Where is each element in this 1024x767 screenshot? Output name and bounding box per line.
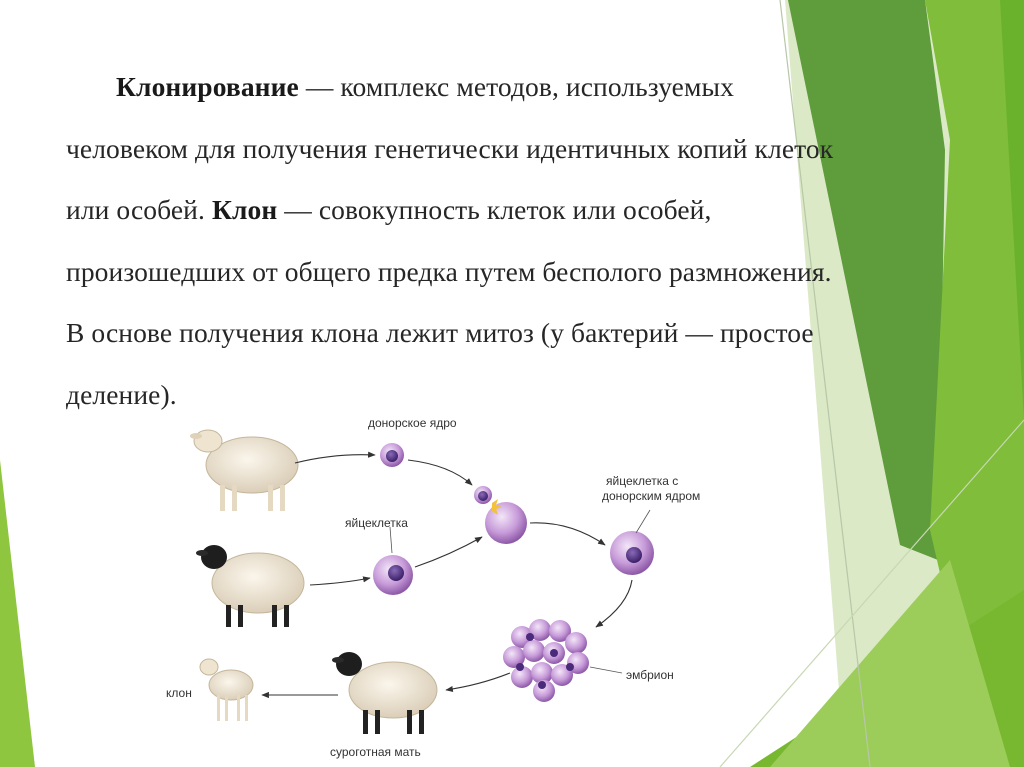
deco-corner-left	[0, 460, 35, 767]
label-clone: клон	[166, 686, 192, 700]
embryo-cluster	[503, 619, 589, 702]
clone-lamb	[200, 659, 253, 721]
arrow-sheep-to-egg	[310, 578, 370, 585]
pointer-embryo	[590, 667, 622, 673]
definition-cloning: — комплекс методов, используемых человеком для получения генетически идентичных копий клеток или особей.	[66, 71, 834, 225]
white-sheep-donor	[190, 430, 298, 511]
term-cloning: Клонирование	[116, 71, 299, 102]
label-surrogate-mother: суроготная мать	[330, 745, 421, 759]
label-egg-with-nucleus-2: донорским ядром	[602, 489, 701, 503]
egg-with-donor-nucleus-cell	[610, 531, 654, 575]
arrow-embryo-to-surrogate	[446, 673, 510, 690]
black-faced-sheep-egg-donor	[196, 545, 304, 627]
arrow-egg-nucleus-to-embryo	[596, 580, 632, 627]
arrow-egg-to-fusion	[415, 537, 482, 567]
arrow-fusion-to-egg-nucleus	[530, 523, 605, 545]
arrow-sheep-to-nucleus	[295, 455, 375, 463]
label-donor-nucleus: донорское ядро	[368, 416, 457, 430]
definition-clone: — совокупность клеток или особей, произошедших от общего предка путем бесполого размножения. В основе получения клона лежит митоз (у бактерий — простое деление).	[66, 194, 832, 410]
cloning-diagram	[150, 405, 800, 767]
arrow-nucleus-to-fusion	[408, 460, 472, 485]
definition-text	[66, 56, 856, 425]
pointer-egg-nucleus	[636, 510, 650, 533]
surrogate-mother-sheep	[332, 652, 437, 734]
definition-paragraph	[66, 56, 856, 425]
term-clone: Клон	[211, 194, 278, 225]
label-egg-with-nucleus-1: яйцеклетка с	[606, 474, 679, 488]
fusion-cell	[474, 486, 527, 544]
label-egg-cell: яйцеклетка	[345, 516, 408, 530]
label-embryo: эмбрион	[626, 668, 674, 682]
donor-nucleus-cell	[380, 443, 404, 467]
pointer-egg	[390, 527, 392, 553]
egg-cell	[373, 555, 413, 595]
